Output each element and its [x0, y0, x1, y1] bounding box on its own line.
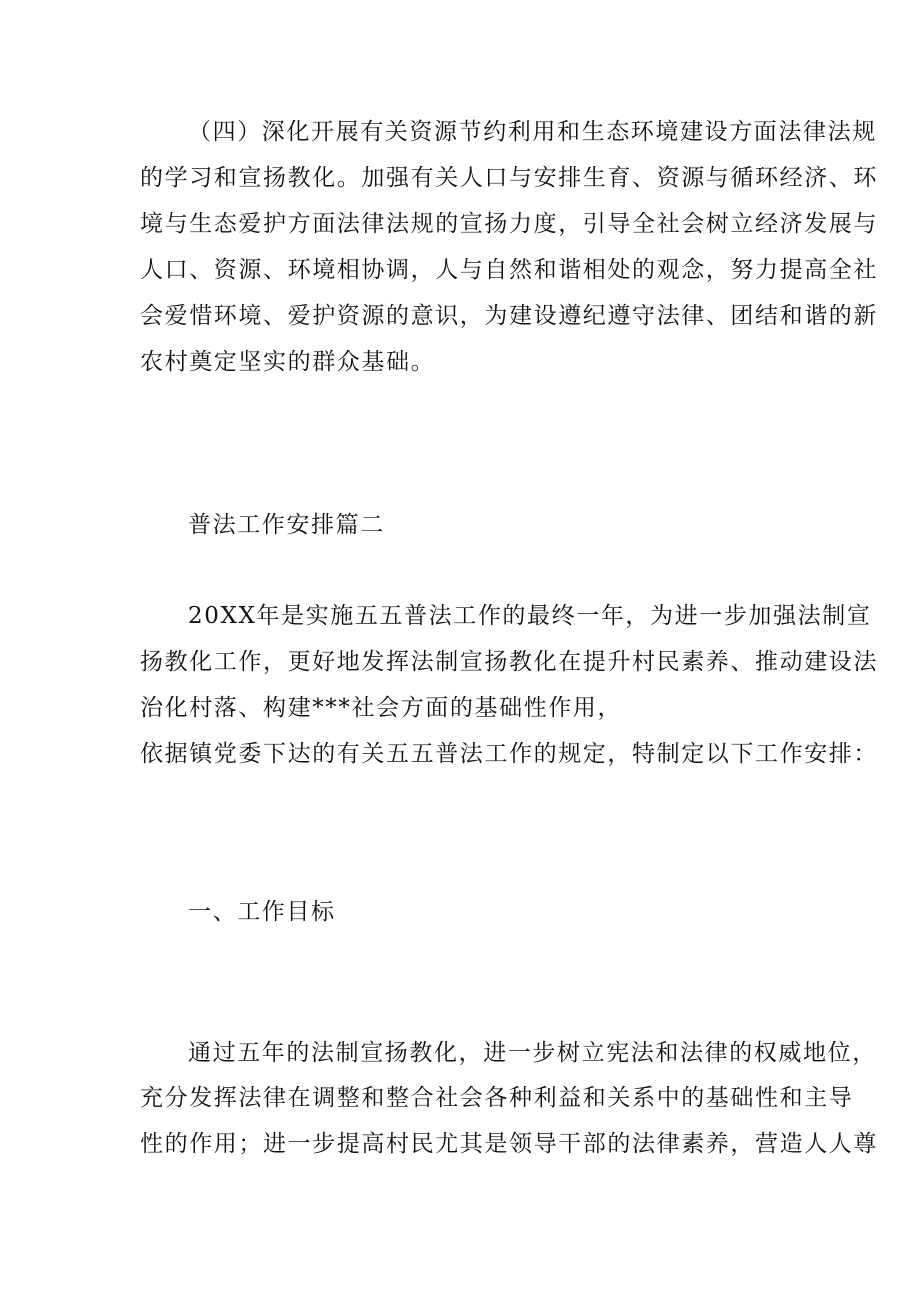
intro-line-2: 扬教化工作，更好地发挥法制宣扬教化在提升村民素养、推动建设法 — [140, 649, 878, 675]
section-heading: 普法工作安排篇二 — [188, 512, 385, 538]
goal-line-2: 充分发挥法律在调整和整合社会各种利益和关系中的基础性和主导 — [140, 1085, 854, 1111]
section4-line-5: 会爱惜环境、爱护资源的意识，为建设遵纪遵守法律、团结和谐的新 — [140, 303, 878, 329]
section4-line-4: 人口、资源、环境相协调，人与自然和谐相处的观念，努力提高全社 — [140, 257, 878, 283]
intro-line-1: 20XX年是实施五五普法工作的最终一年，为进一步加强法制宣 — [188, 603, 872, 629]
goal-heading: 一、工作目标 — [188, 899, 336, 925]
goal-line-3: 性的作用；进一步提高村民尤其是领导干部的法律素养，营造人人尊 — [140, 1131, 878, 1157]
section4-line-6: 农村奠定坚实的群众基础。 — [140, 349, 436, 375]
goal-line-1: 通过五年的法制宣扬教化，进一步树立宪法和法律的权威地位， — [188, 1040, 877, 1066]
section4-line-2: 的学习和宣扬教化。加强有关人口与安排生育、资源与循环经济、环 — [140, 165, 878, 191]
section4-line-1: （四）深化开展有关资源节约利用和生态环境建设方面法律法规 — [188, 119, 877, 145]
intro-line-4: 依据镇党委下达的有关五五普法工作的规定，特制定以下工作安排： — [140, 741, 878, 767]
intro-line-3: 治化村落、构建***社会方面的基础性作用， — [140, 695, 623, 721]
section4-line-3: 境与生态爱护方面法律法规的宣扬力度，引导全社会树立经济发展与 — [140, 211, 878, 237]
